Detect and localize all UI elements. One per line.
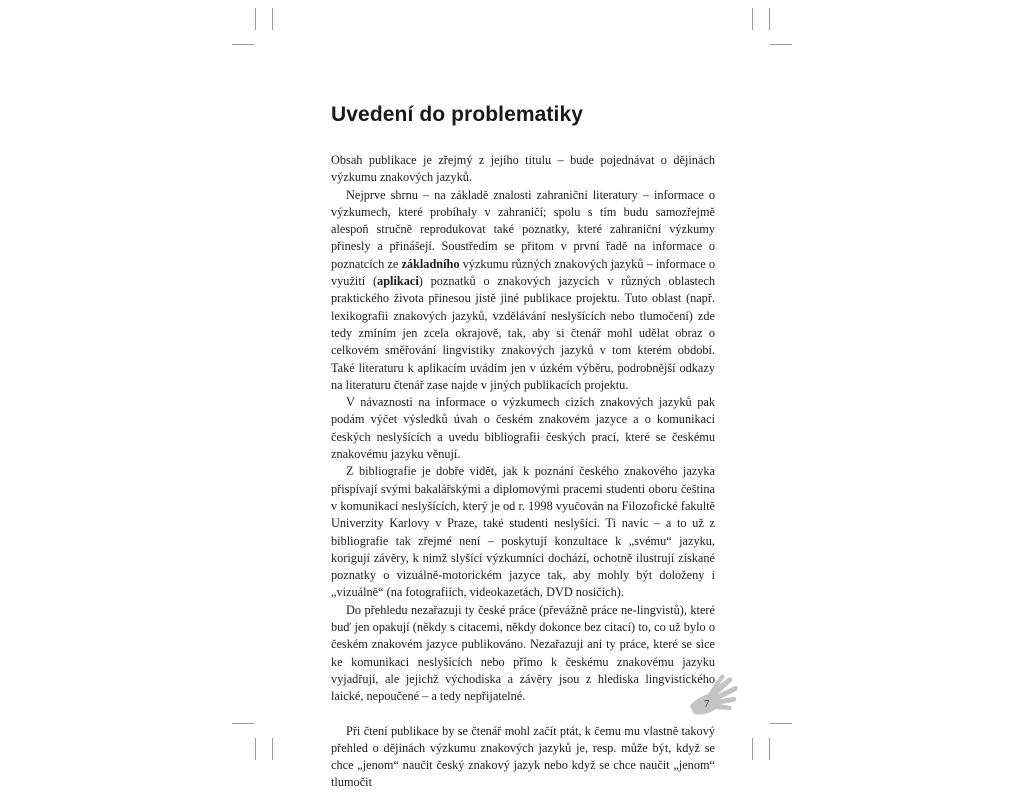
crop-mark <box>232 44 254 45</box>
crop-mark <box>255 8 256 30</box>
paragraph-text: V návaznosti na informace o výzkumech cizích znakových jazyků pak podám výčet výsledků úvah o českém znakovém jazyce a o komunikaci českých neslyšících a uvedu bibliografii českých prací, které se českému znakovému jazyku věnují. <box>331 395 715 462</box>
paragraph <box>331 187 715 395</box>
paragraph-text: Nejprve shrnu – na základě znalosti zahraniční literatury – informace o výzkumech, které probíhaly v zahraničí; spolu s tím budu samozřejmě alespoň stručně reprodukovat také poznatky, které zahraniční výzkumy přinesly a přinášejí. Soustředím se přitom v první řadě na informace o poznatcích ze <box>331 187 715 271</box>
crop-mark <box>752 738 753 760</box>
paragraph-text: ) poznatků o znakových jazycích v různých oblastech praktického života přinesou jistě jiné publikace projektu. Tuto oblast (např. lexikografii znakových jazyků, vzdělávání neslyšících nebo tlumočení) zde tedy zmíním jen zcela okrajově, tak, aby si čtenář mohl udělat obraz o celkovém směřování lingvistiky znakových jazyků v tom kterém období. Také literaturu k aplikacím uvádím jen v úzkém výběru, podrobnější odkazy na literaturu čtenář zase najde v jiných publikacích projektu. <box>331 274 715 392</box>
paragraph-text: Do přehledu nezařazuji ty české práce (převážně práce ne-lingvistů), které buď jen opakují (někdy s citacemi, někdy dokonce bez citací) to, co už bylo o českém znakovém jazyce publikováno. Nezařazuji ani ty práce, které se sice ke komunikaci neslyšících nebo přímo k českému znakovému jazyku vyjadřují, ale jejichž východiska a závěry jsou z hlediska lingvistického laické, nepoučené – a tedy nepřijatelné. <box>331 602 715 704</box>
paragraph <box>331 394 715 463</box>
crop-mark <box>770 44 792 45</box>
paragraph-text: výzkumu různých znakových jazyků – informace o využití ( <box>331 256 715 289</box>
crop-mark <box>752 8 753 30</box>
body-text <box>331 152 715 792</box>
crop-mark <box>272 8 273 30</box>
page-title: Uvedení do problematiky <box>331 103 584 126</box>
paragraph <box>331 463 715 601</box>
crop-mark <box>272 738 273 760</box>
crop-mark <box>769 8 770 30</box>
crop-mark <box>769 738 770 760</box>
page-number: 7 <box>704 698 710 710</box>
paragraph-text: Obsah publikace je zřejmý z jejího titulu – bude pojednávat o dějinách výzkumu znakových jazyků. <box>331 153 715 185</box>
emphasis-text: aplikaci <box>377 274 419 289</box>
paragraph-text: Z bibliografie je dobře vidět, jak k poznání českého znakového jazyka přispívají svými bakalářskými a diplomovými pracemi studenti oboru čeština v komunikaci neslyšících, který je od r. 1998 vyučován na Filozofické fakultě Univerzity Karlovy v Praze, také studenti neslyšící. Ti navíc – a to už z bibliografie tak zřejmé není – poskytují konzultace k „svému“ jazyku, korigují závěry, k nimž slyšící výzkumníci dochází, ochotně ilustrují získané poznatky o vizuálně-motorickém jazyce tak, aby mohly být doloženy i „vizuálně“ (na fotografiích, videokazetách, DVD nosičích). <box>331 464 715 600</box>
crop-mark <box>770 723 792 724</box>
crop-mark <box>232 723 254 724</box>
paragraph <box>331 602 715 706</box>
paragraph <box>331 152 715 187</box>
emphasis-text: základního <box>401 256 460 271</box>
crop-mark <box>255 738 256 760</box>
paragraph-text: Při čtení publikace by se čtenář mohl začít ptát, k čemu mu vlastně takový přehled o dějinách výzkumu znakových jazyků je, resp. může být, když se chce „jenom“ naučit český znakový jazyk nebo když se chce naučit „jenom“ tlumočit <box>331 723 715 790</box>
hand-icon <box>684 672 738 720</box>
paragraph <box>331 723 715 792</box>
